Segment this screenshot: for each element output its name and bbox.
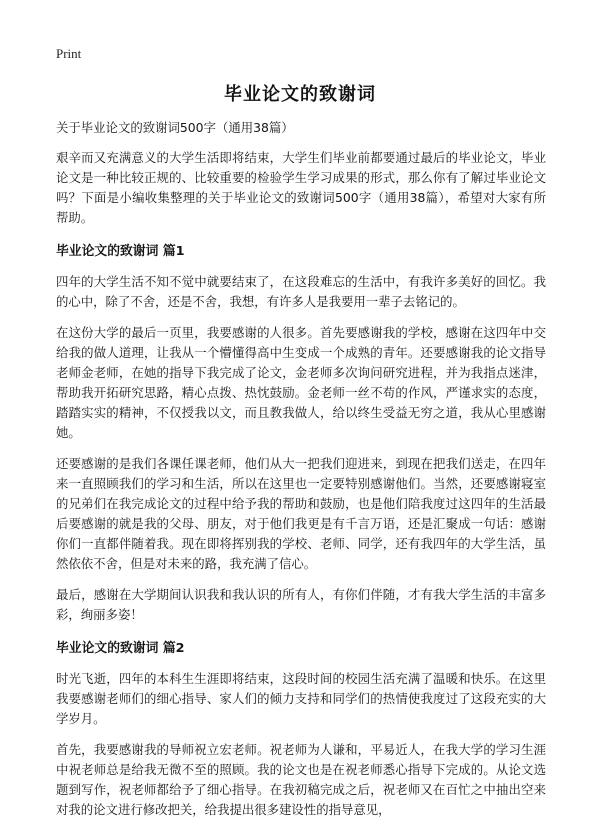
paragraph: 四年的大学生活不知不觉中就要结束了，在这段难忘的生活中，有我许多美好的回忆。我的心中，除了不舍，还是不舍，我想，有许多人是我要用一辈子去铭记的。 (56, 274, 546, 309)
print-link[interactable]: Print (56, 46, 82, 61)
paragraph: 还要感谢的是我们各课任课老师，他们从大一把我们迎进来，到现在把我们送走，在四年来一直照顾我们的学习和生活，所以在这里也一定要特别感谢他们。当然，还要感谢寝室的兄弟们在我完成论文的过程中给予我的帮助和鼓励，也是他们陪我度过这四年的生活最后要感谢的就是我的父母、朋友，对于他们我更是有千言万语，还是汇聚成一句话：感谢你们一直都伴随着我。现在即将挥别我的学校、老师、同学，还有我四年的大学生活，虽然依依不舍，但是对未来的路，我充满了信心。 (56, 456, 546, 571)
paragraph: 在这份大学的最后一页里，我要感谢的人很多。首先要感谢我的学校，感谢在这四年中交给我的做人道理，让我从一个懵懂得高中生变成一个成熟的青年。还要感谢我的论文指导老师金老师，在她的指导下我完成了论文，金老师多次询问研究进程，并为我指点迷津，帮助我开拓研究思路，精心点拨、热忱鼓励。金老师一丝不苟的作风，严谨求实的态度，踏踏实实的精神，不仅授我以文，而且教我做人，给以终生受益无穷之道，我从心里感谢她。 (56, 325, 546, 440)
paragraph: 首先，我要感谢我的导师祝立宏老师。祝老师为人谦和，平易近人，在我大学的学习生涯中祝老师总是给我无微不至的照顾。我的论文也是在祝老师悉心指导下完成的。从论文选题到写作，祝老师都给予了细心指导。在我初稿完成之后，祝老师又在百忙之中抽出空来对我的论文进行修改把关，给我提出很多建设性的指导意见， (56, 742, 546, 817)
section-heading: 毕业论文的致谢词 篇2 (56, 641, 185, 656)
article-subtitle: 关于毕业论文的致谢词500字（通用38篇） (56, 120, 294, 135)
section-heading: 毕业论文的致谢词 篇1 (56, 244, 185, 259)
article-body (56, 118, 546, 828)
paragraph: 最后，感谢在大学期间认识我和我认识的所有人，有你们伴随，才有我大学生活的丰富多彩，绚丽多姿！ (56, 587, 546, 622)
intro-paragraph: 艰辛而又充满意义的大学生活即将结束，大学生们毕业前都要通过最后的毕业论文，毕业论文是一种比较正规的、比较重要的检验学生学习成果的形式，那么你有了解过毕业论文吗？下面是小编收集整理的关于毕业论文的致谢词500字（通用38篇），希望对大家有所帮助。 (56, 150, 546, 225)
paragraph: 时光飞逝，四年的本科生生涯即将结束，这段时间的校园生活充满了温暖和快乐。在这里我要感谢老师们的细心指导、家人们的倾力支持和同学们的热情使我度过了这段充实的大学岁月。 (56, 671, 546, 726)
page-title: 毕业论文的致谢词 (224, 84, 376, 105)
section-1 (56, 242, 546, 625)
section-2 (56, 639, 546, 820)
